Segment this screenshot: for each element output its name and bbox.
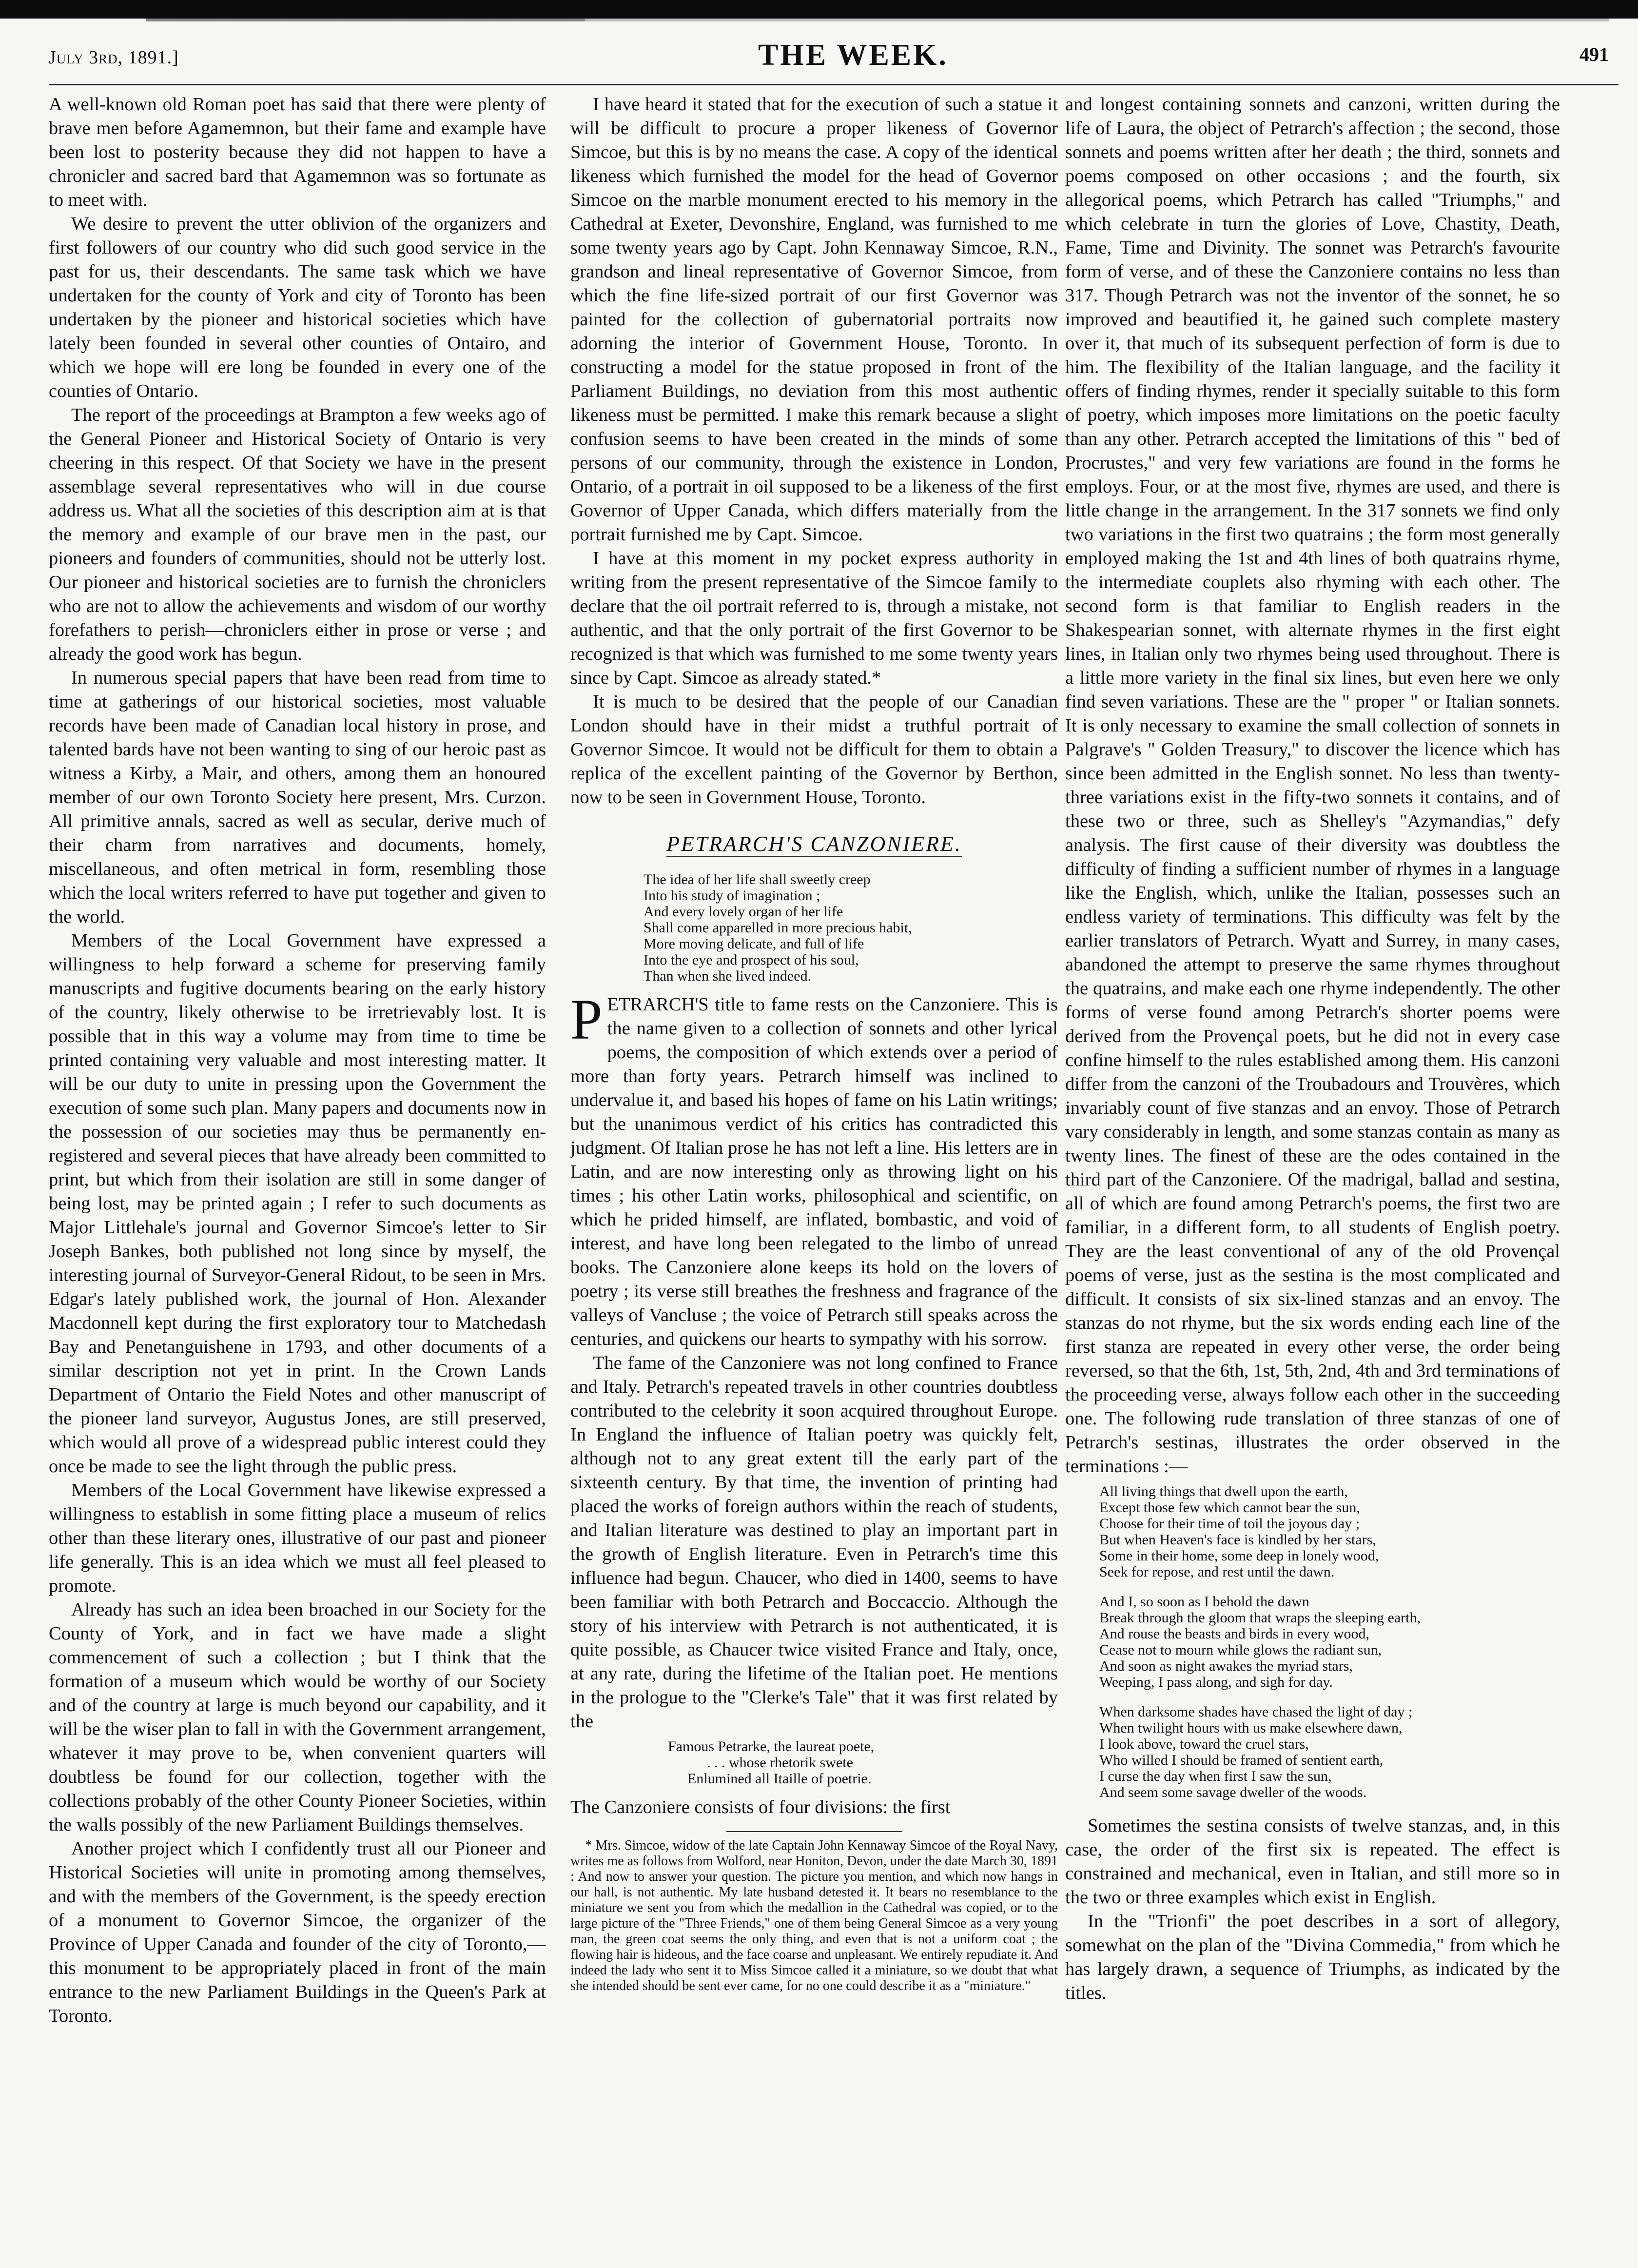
- verse-line: But when Heaven's face is kindled by her stars,: [1099, 1532, 1376, 1548]
- verse-line: All living things that dwell upon the earth,: [1099, 1483, 1348, 1499]
- paragraph: The Canzoniere consists of four divisions: the first: [570, 1797, 951, 1817]
- quote-line: . . . whose rhetorik swete: [707, 1755, 853, 1771]
- verse-line: And seem some savage dweller of the woods.: [1099, 1784, 1367, 1800]
- footnote-text: * Mrs. Simcoe, widow of the late Captain John Kennaway Simcoe of the Royal Navy, writes me as follows from Wolford, near Honiton, Devon, under the date March 30, 1891 : And now to answer your question. The picture you mention, and which now hangs in our hall, is not authentic. My late husband detested it. It bears no resemblance to the miniature we sent you from which the medallion in the Cathedral was copied, or to the large picture of the "Three Friends," one of them being General Simcoe as a very young man, the green coat seems the only thing, and even that is not a uniform coat ; the flowing hair is hideous, and the face coarse and unpleasant. We entirely repudiate it. And indeed the lady who sent it to Miss Simcoe called it a miniature, so we doubt that what she intended should be sent ever came, for no one could describe it as a "miniature.": [570, 1838, 1058, 1993]
- verse-line: Some in their home, some deep in lonely wood,: [1099, 1548, 1379, 1564]
- paragraph: We desire to prevent the utter oblivion of the organizers and first followers of our country who did such good service in the past for us, their descendants. The same task which we have undertaken for the county of York and city of Toronto has been undertaken by the pioneer and historical societies which have lately been founded in several other counties of Ontairo, and which we hope will ere long be founded in every one of the counties of Ontario.: [49, 214, 546, 401]
- footnote: [570, 1838, 1058, 1994]
- epigraph-line: Shall come apparelled in more precious habit,: [644, 920, 912, 936]
- verse-line: And soon as night awakes the myriad stars,: [1099, 1658, 1353, 1674]
- epigraph-line: And every lovely organ of her life: [644, 904, 843, 920]
- paragraph: The report of the proceedings at Brampton a few weeks ago of the General Pioneer and Historical Society of Ontario is very cheering in this respect. Of that Society we have in the present assemblage several representatives who will in due course address us. What all the societies of this description aim at is that the memory and example of our brave men in the past, our pioneers and founders of communities, should not be utterly lost. Our pioneer and historical societies are to furnish the chroniclers who are not to allow the achievements and wisdom of our worthy forefathers to perish—chroniclers either in prose or verse ; and already the good work has begun.: [49, 405, 546, 664]
- column-middle: [570, 93, 1058, 2248]
- column-left: [49, 93, 546, 2248]
- paragraph: In numerous special papers that have been read from time to time at gatherings of our historical societies, most valuable records have been made of Canadian local history in prose, and talented bards have not been wanting to sing of our heroic past as witness a Kirby, a Mair, and others, among them an honoured member of our own Toronto Society here present, Mrs. Curzon. All primitive annals, sacred as well as secular, derive much of their charm from narratives and documents, homely, miscellaneous, and often metrical in form, resembling those which the local writers referred to have put together and given to the world.: [49, 668, 546, 927]
- epigraph-line: Into his study of imagination ;: [644, 887, 820, 904]
- paragraph: I have heard it stated that for the execution of such a statue it will be difficult to procure a proper likeness of Governor Simcoe, but this is by no means the case. A copy of the identical likeness which furnished the model for the head of Governor Simcoe on the marble monument erected to his memory in the Cathedral at Exeter, Devonshire, England, was furnished to me some twenty years ago by Capt. John Kennaway Simcoe, R.N., grandson and lineal representative of Governor Simcoe, from which the fine life-sized portrait of our first Governor was painted for the collection of gubernatorial portraits now adorning the interior of Government House, Toronto. In constructing a model for the statue proposed in front of the Parliament Buildings, no deviation from this most authentic likeness must be permitted. I make this remark because a slight confusion seems to have been created in the minds of some persons of our community, through the existence in London, Ontario, of a portrait in oil supposed to be a likeness of the first Governor of Upper Canada, which differs materially from the portrait furnished me by Capt. Simcoe.: [570, 94, 1058, 545]
- verse-line: When darksome shades have chased the light of day ;: [1099, 1704, 1413, 1720]
- paragraph: Members of the Local Government have expressed a willingness to help forward a scheme for preserving family manuscripts and fugitive documents bearing on the early history of the country, likely otherwise to be irretrievably lost. It is possible that in this way a volume may from time to time be printed containing very valuable and most interesting matter. It will be our duty to unite in pressing upon the Government the execution of some such plan. Many papers and documents now in the possession of our societies may thus be permanently en-registered and several pieces that have already been committed to print, but which from their isolation are still in some danger of being lost, may be printed again ; I refer to such documents as Major Littlehale's journal and Governor Simcoe's letter to Sir Joseph Bankes, both published not long since by myself, the interesting journal of Surveyor-General Ridout, to be seen in Mrs. Edgar's lately published work, the journal of Hon. Alexander Macdonnell kept during the first exploratory tour to Matchedash Bay and Penetanguishene in 1793, and other documents of a similar description not yet in print. In the Crown Lands Department of Ontario the Field Notes and other manuscript of the pioneer land surveyor, Augustus Jones, are still preserved, which would all prove of a widespread public interest could they once be made to see the light through the public press.: [49, 930, 546, 1477]
- verse-line: Seek for repose, and rest until the dawn.: [1099, 1564, 1335, 1580]
- paragraph: It is much to be desired that the people of our Canadian London should have in their midst a truthful portrait of Governor Simcoe. It would not be difficult for them to obtain a replica of the excellent painting of the Governor by Berthon, now to be seen in Government House, Toronto.: [570, 691, 1058, 808]
- header-rule: [49, 84, 1618, 85]
- epigraph-line: The idea of her life shall sweetly creep: [644, 871, 871, 887]
- article-opening-paragraph: PETRARCH'S title to fame rests on the Canzoniere. This is the name given to a collection of sonnets and other lyrical poems, the composition of which extends over a period of more than forty years. Petrarch himself was inclined to undervalue it, and based his hopes of fame on his Latin writings; but the unanimous verdict of his critics has contradicted this judgment. Of Italian prose he has not left a line. His letters are in Latin, and are now interesting only as throwing light on his times ; his other Latin works, philosophical and scientific, on which he prided himself, are inflated, bombastic, and void of interest, and have long been relegated to the limbo of unread books. The Canzoniere alone keeps its hold on the lovers of poetry ; its verse still breathes the freshness and fragrance of the valleys of Vancluse ; the voice of Petrarch still speaks across the centuries, and quickens our hearts to sympathy with his sorrow.: [570, 987, 1058, 1349]
- footnote-rule: [726, 1831, 902, 1832]
- paragraph: Sometimes the sestina consists of twelve stanzas, and, in this case, the order of the first six is repeated. The effect is constrained and mechanical, even in Italian, and still more so in the two or three examples which exist in English.: [1065, 1815, 1560, 1908]
- epigraph-line: Into the eye and prospect of his soul,: [644, 952, 859, 968]
- top-edge-bar: [0, 0, 1638, 19]
- quote-line: Famous Petrarke, the laureat poete,: [668, 1738, 875, 1755]
- verse-line: I look above, toward the cruel stars,: [1099, 1736, 1309, 1752]
- verse-line: Choose for their time of toil the joyous day ;: [1099, 1516, 1360, 1532]
- sestina-translation: [1065, 1483, 1560, 1800]
- sestina-stanza: [1099, 1704, 1560, 1800]
- issue-date: July 3rd, 1891.]: [49, 47, 179, 68]
- paragraph: Already has such an idea been broached in our Society for the County of York, and in fact we have made a slight commencement of such a collection ; but I think that the formation of a museum which would be worthy of our Society and of the country at large is much beyond our capability, and it will be the wiser plan to fall in with the Government arrangement, whatever it may prove to be, when convenient quarters will doubtless be found for our collection, together with the collections probably of the other County Pioneer Societies, within the walls possibly of the new Parliament Buildings themselves.: [49, 1599, 546, 1835]
- page-number: 491: [1580, 43, 1609, 65]
- paragraph: Members of the Local Government have likewise expressed a willingness to establish in some fitting place a museum of relics other than these literary ones, illustrative of our past and pioneer life generally. This is an idea which we must all feel pleased to promote.: [49, 1480, 546, 1596]
- paragraph: I have at this moment in my pocket express authority in writing from the present representative of the Simcoe family to declare that the oil portrait referred to is, through a mistake, not authentic, and that the only portrait of the first Governor to be recognized is that which was furnished to me some twenty years since by Capt. Simcoe as already stated.*: [570, 548, 1058, 688]
- column-right: [1065, 93, 1560, 2248]
- sestina-stanza: [1099, 1594, 1560, 1690]
- paragraph: A well-known old Roman poet has said that there were plenty of brave men before Agamemnon, but their fame and example have been lost to posterity because they did not happen to have a chronicler and sacred bard that Agamemnon was so fortunate as to meet with.: [49, 94, 546, 210]
- paragraph: In the "Trionfi" the poet describes in a sort of allegory, somewhat on the plan of the "Divina Commedia," from which he has largely drawn, a sequence of Triumphs, as indicated by the titles.: [1065, 1911, 1560, 2003]
- verse-line: I curse the day when first I saw the sun,: [1099, 1768, 1332, 1784]
- article-title: PETRARCH'S CANZONIERE.: [666, 832, 962, 856]
- epigraph: [570, 871, 1058, 984]
- verse-line: And rouse the beasts and birds in every wood,: [1099, 1626, 1370, 1642]
- paragraph: and longest containing sonnets and canzoni, written during the life of Laura, the object of Petrarch's affection ; the second, those sonnets and poems written after her death ; the third, sonnets and poems composed on other occasions ; and the fourth, six allegorical poems, which Petrarch has called "Triumphs," and which celebrate in turn the glories of Love, Chastity, Death, Fame, Time and Divinity. The sonnet was Petrarch's favourite form of verse, and of these the Canzoniere contains no less than 317. Though Petrarch was not the inventor of the sonnet, he so improved and beautified it, he gained such complete mastery over it, that much of its subsequent perfection of form is due to him. The flexibility of the Italian language, and the facility it offers of finding rhymes, render it specially suitable to this form of poetry, which imposes more limitations on the poetic faculty than any other. Petrarch accepted the limitations of this " bed of Procrustes," and very few variations are found in the forms he employs. Four, or at the most five, rhymes are used, and there is little change in the arrangement. In the 317 sonnets we find only two variations in the first two quatrains ; the form most generally employed making the 1st and 4th lines of both quatrains rhyme, the intermediate couplets also rhyming with each other. The second form is that familiar to English readers in the Shakespearian sonnet, with alternate rhymes in the first eight lines, in Italian only two rhymes being used throughout. There is a little more variety in the final six lines, but even here we only find seven variations. These are the " proper " or Italian sonnets. It is only necessary to examine the small collection of sonnets in Palgrave's " Golden Treasury," to discover the licence which has since been admitted in the English sonnet. No less than twenty-three variations exist in the fifty-two sonnets it contains, and of these two or three, such as Shelley's "Azymandias," defy analysis. The first cause of their diversity was doubtless the difficulty of finding a sufficient number of rhymes in a language like the English, which, unlike the Italian, possesses such an endless variety of terminations. This difficulty was felt by the earlier translators of Petrarch. Wyatt and Surrey, in many cases, abandoned the attempt to preserve the same rhymes throughout the quatrains, and make each one rhyme independently. The other forms of verse found among Petrarch's shorter poems were derived from the Provençal poets, but he did not in every case confine himself to the rules established among them. His canzoni differ from the canzoni of the Troubadours and Trouvères, which invariably count of five stanzas and an envoy. Those of Petrarch vary considerably in length, and some stanzas contain as many as twenty lines. The finest of these are the odes contained in the third part of the Canzoniere. Of the madrigal, ballad and sestina, all of which are found among Petrarch's poems, the first two are familiar, in a different form, to all students of English poetry. They are the least conventional of any of the old Provençal poems of verse, just as the sestina is the most complicated and difficult. It consists of six six-lined stanzas and an envoy. The stanzas do not rhyme, but the six words ending each line of the first stanza are repeated in every other verse, the order being reversed, so that the 6th, 1st, 5th, 2nd, 4th and 3rd terminations of the proceeding verse, always follow each other in the succeeding one. The following rude translation of three stanzas of one of Petrarch's sestinas, illustrates the order observed in the terminations :—: [1065, 94, 1560, 1477]
- verse-line: When twilight hours with us make elsewhere dawn,: [1099, 1720, 1403, 1736]
- chaucer-quote: [570, 1738, 1058, 1787]
- drop-cap: P: [570, 987, 603, 1051]
- verse-line: And I, so soon as I behold the dawn: [1099, 1594, 1309, 1610]
- verse-line: Cease not to mourn while glows the radiant sun,: [1099, 1642, 1382, 1658]
- verse-line: Weeping, I pass along, and sigh for day.: [1099, 1674, 1333, 1690]
- verse-line: Break through the gloom that wraps the sleeping earth,: [1099, 1610, 1421, 1626]
- epigraph-line: Than when she lived indeed.: [644, 968, 812, 984]
- sestina-stanza: [1099, 1483, 1560, 1580]
- page-header: [49, 38, 1618, 77]
- verse-line: Except those few which cannot bear the sun,: [1099, 1499, 1360, 1516]
- verse-line: Who willed I should be framed of sentient earth,: [1099, 1752, 1384, 1768]
- paragraph: The fame of the Canzoniere was not long confined to France and Italy. Petrarch's repeated travels in other countries doubtless contributed to the celebrity it soon acquired throughout Europe. In England the influence of Italian poetry was quickly felt, although not to any great extent till the early part of the sixteenth century. By that time, the invention of printing had placed the works of foreign authors within the reach of students, and Italian literature was destined to play an important part in the growth of English literature. Even in Petrarch's time this influence had begun. Chaucer, who died in 1400, seems to have been familiar with both Petrarch and Boccaccio. Although the story of his interview with Petrarch is not authenticated, it is quite possible, as Chaucer twice visited France and Italy, once, at any rate, during the lifetime of the Italian poet. He mentions in the prologue to the "Clerke's Tale" that it was first related by the: [570, 1353, 1058, 1732]
- quote-line: Enlumined all Itaille of poetrie.: [687, 1771, 872, 1787]
- top-edge-shadow: [146, 19, 1609, 21]
- masthead-title: THE WEEK.: [758, 39, 948, 72]
- epigraph-line: More moving delicate, and full of life: [644, 936, 864, 952]
- paragraph: Another project which I confidently trust all our Pioneer and Historical Societies will unite in promoting among themselves, and with the members of the Government, is the speedy erection of a monument to Governor Simcoe, the organizer of the Province of Upper Canada and founder of the city of Toronto,—this monument to be appropriately placed in front of the main entrance to the new Parliament Buildings in the Queen's Park at Toronto.: [49, 1838, 546, 2026]
